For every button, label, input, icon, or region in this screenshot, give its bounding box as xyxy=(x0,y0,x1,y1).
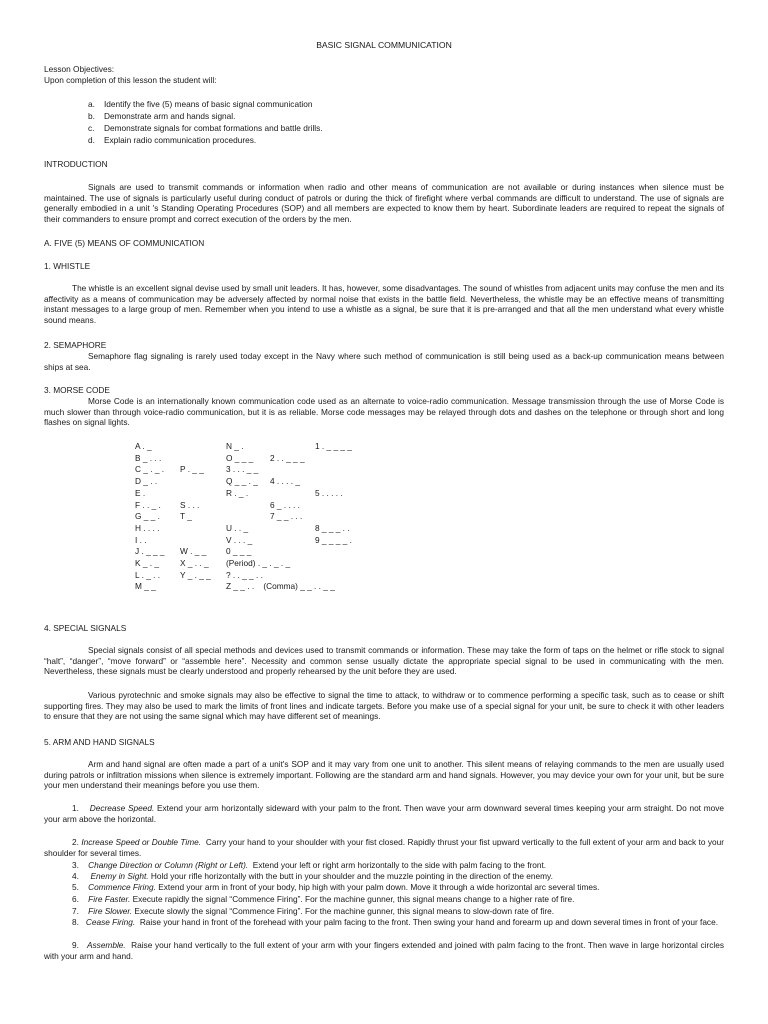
special-paragraph-2: Various pyrotechnic and smoke signals may also be effective to signal the time to attack, to withdraw or to commence performing a specific task, such as to cease or shift supporting fires. They may also be used to mark the limits of front lines and indicate targets. Before you make use of a special signal for your unit, be sure to check it with other leaders to ensure that they are not using the same signal which may have different set of meanings. xyxy=(44,690,724,722)
morse-entry: 5 . . . . . xyxy=(315,487,343,498)
morse-entry: Q _ _ . _ xyxy=(226,476,258,487)
whistle-heading: 1. WHISTLE xyxy=(44,261,91,271)
morse-entry: I . . xyxy=(135,534,147,545)
signal-item: 7. Fire Slower. Execute slowly the signal “Commence Firing”. For the machine gunner, this signal means to slow-down rate of fire. xyxy=(72,906,555,916)
signal-item: 4. Enemy in Sight. Hold your rifle horizontally with the butt in your shoulder and the muzzle pointing in the direction of the enemy. xyxy=(72,871,553,881)
morse-entry: W . _ _ xyxy=(180,546,207,557)
morse-entry: 4 . . . . _ xyxy=(270,476,300,487)
morse-entry: Y _ . _ _ xyxy=(180,569,211,580)
morse-entry: G _ _ . xyxy=(135,511,160,522)
objectives-heading: Lesson Objectives: xyxy=(44,64,115,74)
morse-entry: 2 . . _ _ _ xyxy=(270,452,305,463)
morse-entry: C _ . _ . xyxy=(135,464,165,475)
section-a-heading: A. FIVE (5) MEANS OF COMMUNICATION xyxy=(44,238,205,248)
morse-entry: 0 _ _ _ xyxy=(226,546,252,557)
morse-entry: 1 . _ _ _ _ xyxy=(315,441,352,451)
morse-entry: R . _ . xyxy=(226,487,249,498)
morse-entry: V . . . _ xyxy=(226,534,253,545)
objective-item: a. Identify the five (5) means of basic signal communication xyxy=(88,99,313,109)
morse-entry: S . . . xyxy=(180,499,200,510)
intro-heading: INTRODUCTION xyxy=(44,159,108,169)
armhand-paragraph: Arm and hand signal are often made a part of a unit's SOP and it may vary from one unit to another. This silent means of relaying commands to the men are usually used during patrols or infiltration missions when silence is extremely important. Following are the standard arm and hand signals. However, you may device your own for your unit, but be sure your men understand their meanings before you use them. xyxy=(44,759,724,791)
morse-entry: (Period) . _ . _ . _ xyxy=(226,558,291,568)
semaphore-paragraph: Semaphore flag signaling is rarely used today except in the Navy where such method of communication is still being used as a back-up communication means between ships at sea. xyxy=(44,351,724,372)
morse-entry: A . _ xyxy=(135,441,152,451)
morse-entry: F . . _ . xyxy=(135,499,161,510)
morse-paragraph: Morse Code is an internationally known communication code used as an alternate to voice-radio communication. Message transmission through the use of Morse Code is much slower than through voice-radio communication, but it is as reliable. Morse code messages may be relayed through dots and dashes on the telephone or through short and long flashes on signal lights. xyxy=(44,396,724,428)
morse-entry: O _ _ _ xyxy=(226,452,254,463)
signal-item: 8. Cease Firing. Raise your hand in front of the forehead with your palm facing to the front. Then swing your hand and forearm up and down several times in front of your face. xyxy=(72,917,719,927)
morse-entry: ? . . _ _ . . xyxy=(226,569,263,580)
objectives-lead: Upon completion of this lesson the student will: xyxy=(44,75,217,85)
morse-entry: 3 . . . _ _ xyxy=(226,464,259,475)
signal-item: 1. Decrease Speed. Extend your arm horizontally sideward with your palm to the front. Then wave your arm downward several times keeping your arm straight. Do not move your arm above the horizontal. xyxy=(44,803,724,824)
signal-item: 6. Fire Faster. Execute rapidly the signal “Commence Firing”. For the machine gunner, this signal means change to a higher rate of fire. xyxy=(72,894,575,904)
morse-entry: M _ _ xyxy=(135,581,156,592)
page-title: BASIC SIGNAL COMMUNICATION xyxy=(316,40,452,50)
morse-entry: Z _ _ . . (Comma) _ _ . . _ _ xyxy=(226,581,335,592)
intro-paragraph: Signals are used to transmit commands or information when radio and other means of communication are not available or during instances when silence must be maintained. The use of signals is particularly useful during conduct of patrols or during the thick of firefight where verbal commands are difficult to understand. The use of signals are generally embodied in a unit 's Standing Operating Procedures (SOP) and all members are expected to know them by heart. Subordinate leaders are required to repeat the signals of their commanders to ensure prompt and correct execution of the orders by the men. xyxy=(44,182,724,224)
morse-entry: J . _ _ _ xyxy=(135,546,165,557)
objective-item: d. Explain radio communication procedures. xyxy=(88,135,257,145)
morse-entry: U . . _ xyxy=(226,522,249,533)
morse-entry: 7 _ _ . . . xyxy=(270,511,303,522)
special-heading: 4. SPECIAL SIGNALS xyxy=(44,623,127,633)
morse-entry: E . xyxy=(135,487,146,498)
morse-entry: L . _ . . xyxy=(135,569,161,580)
signal-item: 5. Commence Firing. Extend your arm in front of your body, hip high with your palm down. Move it through a wide horizontal arc several times. xyxy=(72,882,600,892)
signal-item: 9. Assemble. Raise your hand vertically to the full extent of your arm with your fingers extended and joined with palm facing to the front. Then wave in large horizontal circles with your arm and hand. xyxy=(44,940,724,961)
morse-entry: 9 _ _ _ _ . xyxy=(315,534,352,545)
morse-entry: T _ xyxy=(180,511,192,522)
morse-entry: K _ . _ xyxy=(135,558,159,568)
morse-entry: B _ . . . xyxy=(135,452,162,463)
morse-entry: X _ . . _ xyxy=(180,558,209,568)
morse-entry: H . . . . xyxy=(135,522,160,533)
morse-entry: 8 _ _ _ . . xyxy=(315,522,350,533)
semaphore-heading: 2. SEMAPHORE xyxy=(44,340,107,350)
morse-heading: 3. MORSE CODE xyxy=(44,385,110,395)
signal-item: 3. Change Direction or Column (Right or Left). Extend your left or right arm horizontally to the side with palm facing to the front. xyxy=(72,860,547,870)
special-paragraph-1: Special signals consist of all special methods and devices used to transmit commands or information. These may take the form of taps on the helmet or rifle stock to signal “halt”, “danger”, “move forward” or “assemble here”. Necessity and common sense usually dictate the appropriate special signal to be used in communicating with the men. Nevertheless, these signals must be clearly understood and properly rehearsed by the unit before they are used. xyxy=(44,645,724,677)
objective-item: c. Demonstrate signals for combat formations and battle drills. xyxy=(88,123,323,133)
whistle-paragraph: The whistle is an excellent signal devise used by small unit leaders. It has, however, some disadvantages. The sound of whistles from adjacent units may confuse the men and its affectivity as a means of communication may be adversely affected by normal noise that exists in the battle field. Nevertheless, the whistle may be an effective means of transmitting instant messages to a large group of men. Remember when you intend to use a whistle as a signal, be sure that it is pre-arranged and that all the men understand what every whistle sound means. xyxy=(44,283,724,325)
morse-entry: P . _ _ xyxy=(180,464,204,475)
armhand-heading: 5. ARM AND HAND SIGNALS xyxy=(44,737,155,747)
morse-entry: N _ . xyxy=(226,441,244,451)
morse-entry: 6 _ . . . . xyxy=(270,499,300,510)
signal-item: 2. Increase Speed or Double Time. Carry your hand to your shoulder with your fist closed. Rapidly thrust your fist upward vertically to the full extent of your arm and back to your shoulder for several times. xyxy=(44,837,724,858)
objective-item: b. Demonstrate arm and hands signal. xyxy=(88,111,236,121)
morse-entry: D _ . . xyxy=(135,476,158,487)
